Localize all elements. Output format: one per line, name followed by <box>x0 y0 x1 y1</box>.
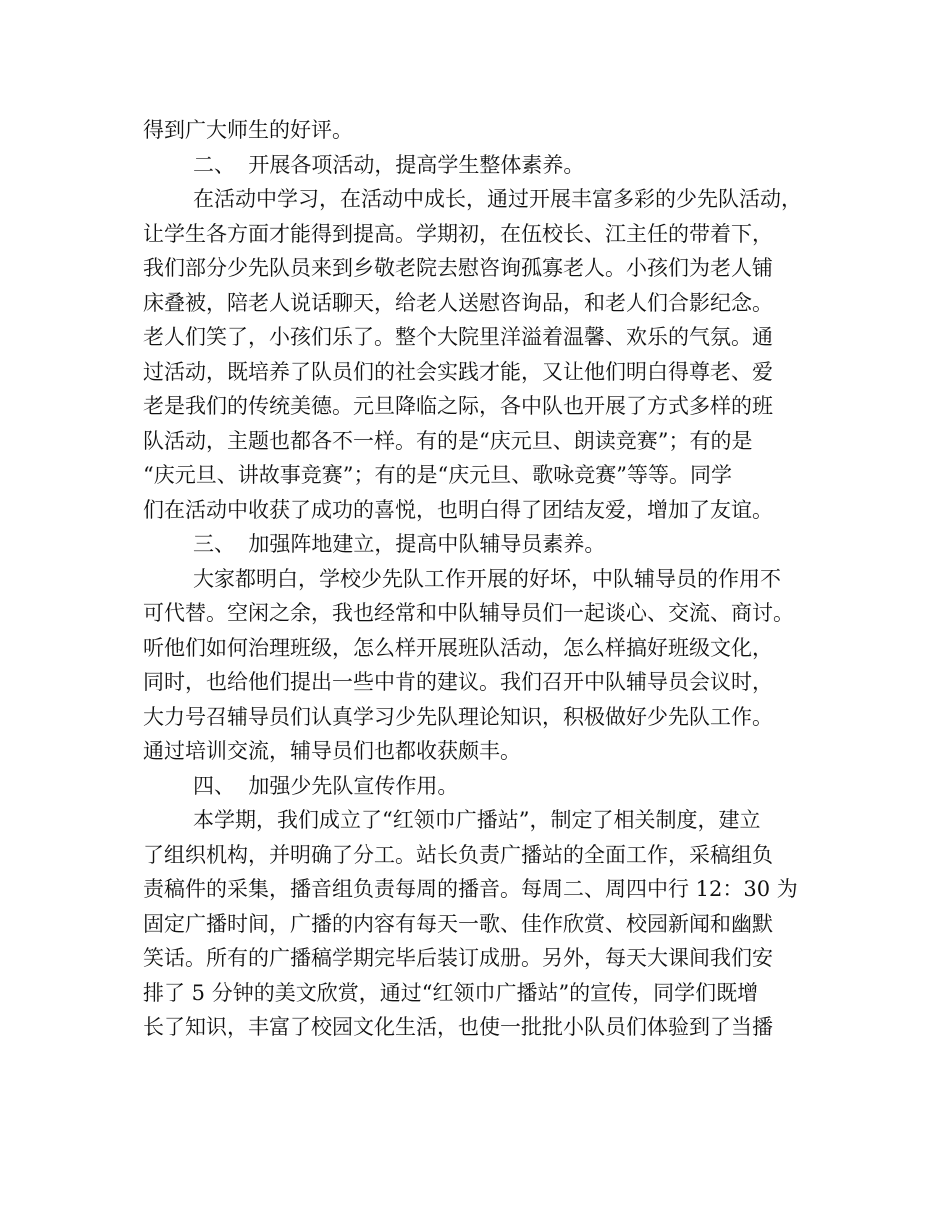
text-line: 让学生各方面才能得到提高。学期初，在伍校长、江主任的带着下， <box>143 221 773 246</box>
text-line: 可代替。空闲之余，我也经常和中队辅导员们一起谈心、交流、商讨。 <box>143 601 794 625</box>
text-line: 过活动，既培养了队员们的社会实践才能，又让他们明白得尊老、爱 <box>143 359 773 384</box>
text-line: 得到广大师生的好评。 <box>143 118 353 142</box>
body-text <box>143 113 823 1045</box>
text-line: 在活动中学习，在活动中成长，通过开展丰富多彩的少先队活动， <box>193 187 802 211</box>
text-line: 固定广播时间，广播的内容有每天一歌、佳作欣赏、校园新闻和幽默 <box>143 911 773 936</box>
text-line: 队活动，主题也都各不一样。有的是“庆元旦、朗读竞赛”；有的是 <box>143 428 753 453</box>
text-line: 责稿件的采集，播音组负责每周的播音。每周二、周四中行 12：30 为 <box>143 877 798 901</box>
text-line: 长了知识，丰富了校园文化生活，也使一批批小队员们体验到了当播 <box>143 1015 773 1039</box>
text-line: 通过培训交流，辅导员们也都收获颇丰。 <box>143 739 521 763</box>
text-line: 老是我们的传统美德。元旦降临之际，各中队也开展了方式多样的班 <box>143 394 773 418</box>
text-line: “庆元旦、讲故事竞赛”；有的是“庆元旦、歌咏竞赛”等等。同学 <box>143 463 732 487</box>
text-line: 笑话。所有的广播稿学期完毕后装订成册。另外，每天大课间我们安 <box>143 946 773 970</box>
text-line: 大力号召辅导员们认真学习少先队理论知识，积极做好少先队工作。 <box>143 704 773 729</box>
text-line: 们在活动中收获了成功的喜悦，也明白得了团结友爱，增加了友谊。 <box>143 497 773 522</box>
text-line: 了组织机构，并明确了分工。站长负责广播站的全面工作，采稿组负 <box>143 842 773 867</box>
text-line: 四、 加强少先队宣传作用。 <box>193 773 459 798</box>
text-line: 我们部分少先队员来到乡敬老院去慰咨询孤寡老人。小孩们为老人铺 <box>143 256 773 280</box>
text-line: 三、 加强阵地建立，提高中队辅导员素养。 <box>193 532 606 556</box>
text-line: 二、 开展各项活动，提高学生整体素养。 <box>193 152 585 177</box>
text-line: 排了 5 分钟的美文欣赏，通过“红领巾广播站”的宣传，同学们既增 <box>143 980 759 1005</box>
text-line: 同时，也给他们提出一些中肯的建议。我们召开中队辅导员会议时， <box>143 670 773 694</box>
text-line: 老人们笑了，小孩们乐了。整个大院里洋溢着温馨、欢乐的气氛。通 <box>143 325 773 349</box>
text-line: 大家都明白，学校少先队工作开展的好坏，中队辅导员的作用不 <box>193 566 781 591</box>
text-line: 听他们如何治理班级，怎么样开展班队活动，怎么样搞好班级文化， <box>143 635 773 660</box>
text-line: 本学期，我们成立了“红领巾广播站”，制定了相关制度，建立 <box>193 808 761 832</box>
text-line: 床叠被，陪老人说话聊天，给老人送慰咨询品，和老人们合影纪念。 <box>143 290 773 315</box>
